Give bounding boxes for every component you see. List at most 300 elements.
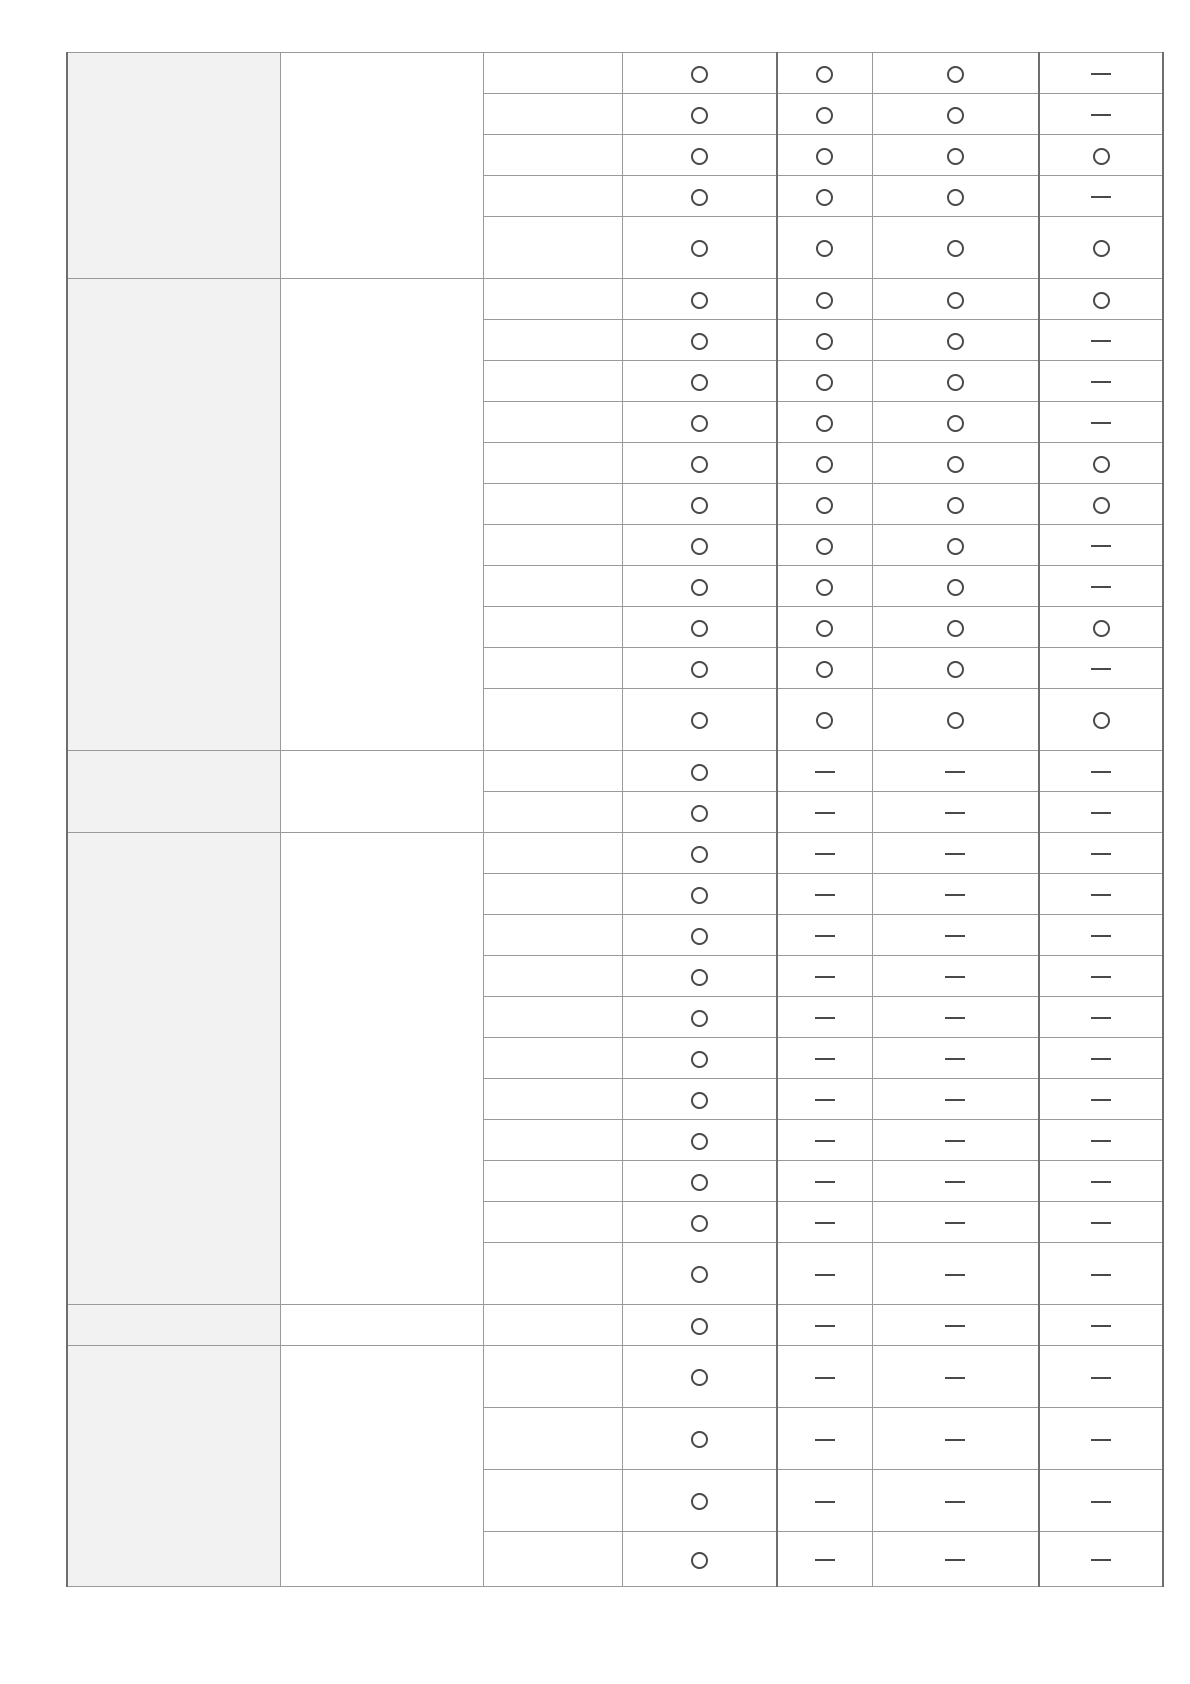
support-cell [777,484,872,525]
category-cell [67,751,280,833]
not-supported-dash-icon [1091,586,1111,588]
support-cell [1039,443,1163,484]
not-supported-dash-icon [945,853,965,855]
not-supported-dash-icon [945,1099,965,1101]
table-row [67,833,1163,874]
support-cell [622,874,777,915]
not-supported-dash-icon [945,771,965,773]
support-cell [872,1470,1039,1532]
support-cell [872,443,1039,484]
support-cell [622,1038,777,1079]
item-label-cell [483,1161,622,1202]
support-cell [1039,915,1163,956]
support-cell [872,874,1039,915]
supported-circle-icon [1093,620,1110,637]
supported-circle-icon [691,969,708,986]
item-label-cell [483,689,622,751]
support-cell [1039,751,1163,792]
subcategory-cell [280,1346,483,1587]
support-cell [1039,1532,1163,1587]
supported-circle-icon [947,620,964,637]
supported-circle-icon [691,1431,708,1448]
support-cell [622,94,777,135]
feature-support-table [66,52,1164,1587]
item-label-cell [483,1243,622,1305]
item-label-cell [483,1532,622,1587]
support-cell [1039,792,1163,833]
supported-circle-icon [691,887,708,904]
support-cell [777,279,872,320]
support-cell [777,792,872,833]
not-supported-dash-icon [945,1274,965,1276]
not-supported-dash-icon [815,1140,835,1142]
not-supported-dash-icon [1091,935,1111,937]
item-label-cell [483,1470,622,1532]
not-supported-dash-icon [815,1274,835,1276]
support-cell [1039,648,1163,689]
not-supported-dash-icon [815,1058,835,1060]
support-cell [872,997,1039,1038]
item-label-cell [483,1120,622,1161]
not-supported-dash-icon [945,1377,965,1379]
support-cell [622,1305,777,1346]
table-row [67,53,1163,94]
item-label-cell [483,484,622,525]
support-cell [622,484,777,525]
not-supported-dash-icon [815,1222,835,1224]
not-supported-dash-icon [1091,1559,1111,1561]
supported-circle-icon [691,240,708,257]
item-label-cell [483,648,622,689]
not-supported-dash-icon [1091,381,1111,383]
table-row [67,1305,1163,1346]
item-label-cell [483,956,622,997]
support-cell [622,361,777,402]
support-cell [622,792,777,833]
support-cell [1039,1120,1163,1161]
supported-circle-icon [816,240,833,257]
support-cell [622,176,777,217]
supported-circle-icon [691,620,708,637]
support-cell [622,1470,777,1532]
supported-circle-icon [691,538,708,555]
not-supported-dash-icon [1091,853,1111,855]
support-cell [1039,1202,1163,1243]
not-supported-dash-icon [945,1017,965,1019]
support-cell [1039,1408,1163,1470]
support-cell [622,279,777,320]
supported-circle-icon [691,928,708,945]
not-supported-dash-icon [1091,771,1111,773]
support-cell [777,915,872,956]
supported-circle-icon [947,579,964,596]
not-supported-dash-icon [815,1325,835,1327]
supported-circle-icon [816,538,833,555]
support-cell [777,833,872,874]
not-supported-dash-icon [815,1501,835,1503]
not-supported-dash-icon [1091,196,1111,198]
not-supported-dash-icon [1091,545,1111,547]
support-cell [872,792,1039,833]
not-supported-dash-icon [1091,1274,1111,1276]
item-label-cell [483,217,622,279]
supported-circle-icon [691,333,708,350]
supported-circle-icon [947,107,964,124]
supported-circle-icon [691,579,708,596]
support-cell [622,1079,777,1120]
support-cell [622,135,777,176]
supported-circle-icon [691,1051,708,1068]
item-label-cell [483,997,622,1038]
item-label-cell [483,320,622,361]
supported-circle-icon [816,620,833,637]
support-cell [777,1408,872,1470]
supported-circle-icon [691,1092,708,1109]
support-cell [872,484,1039,525]
supported-circle-icon [691,1215,708,1232]
support-cell [777,135,872,176]
supported-circle-icon [947,456,964,473]
support-cell [872,915,1039,956]
support-cell [777,1120,872,1161]
supported-circle-icon [691,1174,708,1191]
support-cell [1039,484,1163,525]
support-cell [872,361,1039,402]
support-cell [777,53,872,94]
item-label-cell [483,135,622,176]
support-cell [1039,135,1163,176]
supported-circle-icon [816,189,833,206]
table-row [67,279,1163,320]
support-cell [872,1532,1039,1587]
item-label-cell [483,443,622,484]
support-cell [622,1161,777,1202]
supported-circle-icon [1093,292,1110,309]
support-cell [622,1532,777,1587]
item-label-cell [483,915,622,956]
not-supported-dash-icon [815,1377,835,1379]
table-body [67,53,1163,1587]
support-cell [1039,525,1163,566]
support-cell [777,874,872,915]
support-cell [1039,176,1163,217]
not-supported-dash-icon [945,1181,965,1183]
supported-circle-icon [947,538,964,555]
support-cell [1039,1346,1163,1408]
support-cell [1039,689,1163,751]
not-supported-dash-icon [1091,1017,1111,1019]
supported-circle-icon [947,497,964,514]
support-cell [622,1346,777,1408]
supported-circle-icon [691,189,708,206]
item-label-cell [483,361,622,402]
not-supported-dash-icon [815,1017,835,1019]
support-cell [777,1470,872,1532]
not-supported-dash-icon [945,1058,965,1060]
support-cell [777,443,872,484]
support-cell [622,1202,777,1243]
supported-circle-icon [691,1493,708,1510]
category-cell [67,53,280,279]
not-supported-dash-icon [945,935,965,937]
category-cell [67,833,280,1305]
not-supported-dash-icon [815,771,835,773]
item-label-cell [483,279,622,320]
support-cell [1039,1038,1163,1079]
support-cell [777,997,872,1038]
item-label-cell [483,1305,622,1346]
supported-circle-icon [816,292,833,309]
support-cell [1039,874,1163,915]
not-supported-dash-icon [815,812,835,814]
support-cell [622,53,777,94]
support-cell [622,689,777,751]
supported-circle-icon [691,846,708,863]
supported-circle-icon [1093,148,1110,165]
not-supported-dash-icon [945,1439,965,1441]
support-cell [622,607,777,648]
support-cell [777,176,872,217]
not-supported-dash-icon [1091,73,1111,75]
supported-circle-icon [947,415,964,432]
not-supported-dash-icon [1091,1439,1111,1441]
not-supported-dash-icon [945,1140,965,1142]
item-label-cell [483,53,622,94]
item-label-cell [483,1202,622,1243]
supported-circle-icon [947,292,964,309]
not-supported-dash-icon [1091,1140,1111,1142]
support-cell [777,689,872,751]
support-cell [1039,1161,1163,1202]
not-supported-dash-icon [815,1099,835,1101]
supported-circle-icon [816,497,833,514]
not-supported-dash-icon [815,976,835,978]
supported-circle-icon [691,107,708,124]
support-cell [777,320,872,361]
supported-circle-icon [691,66,708,83]
not-supported-dash-icon [815,1559,835,1561]
not-supported-dash-icon [1091,1222,1111,1224]
category-cell [67,279,280,751]
not-supported-dash-icon [1091,894,1111,896]
support-cell [872,320,1039,361]
not-supported-dash-icon [1091,1099,1111,1101]
supported-circle-icon [816,66,833,83]
not-supported-dash-icon [1091,1501,1111,1503]
support-cell [1039,94,1163,135]
not-supported-dash-icon [945,1325,965,1327]
support-cell [1039,997,1163,1038]
support-cell [1039,320,1163,361]
supported-circle-icon [691,1133,708,1150]
item-label-cell [483,94,622,135]
subcategory-cell [280,1305,483,1346]
supported-circle-icon [816,579,833,596]
support-cell [872,956,1039,997]
supported-circle-icon [947,66,964,83]
supported-circle-icon [816,415,833,432]
supported-circle-icon [691,764,708,781]
support-cell [1039,1305,1163,1346]
support-cell [777,607,872,648]
support-cell [872,607,1039,648]
support-cell [872,217,1039,279]
support-cell [622,566,777,607]
support-cell [777,1038,872,1079]
support-cell [622,1120,777,1161]
support-cell [777,1346,872,1408]
supported-circle-icon [947,661,964,678]
support-cell [1039,833,1163,874]
support-cell [622,217,777,279]
supported-circle-icon [816,374,833,391]
support-cell [622,648,777,689]
not-supported-dash-icon [945,812,965,814]
support-cell [777,956,872,997]
supported-circle-icon [947,148,964,165]
support-cell [872,135,1039,176]
item-label-cell [483,792,622,833]
not-supported-dash-icon [815,894,835,896]
support-cell [872,1038,1039,1079]
supported-circle-icon [691,661,708,678]
supported-circle-icon [691,497,708,514]
support-cell [872,176,1039,217]
subcategory-cell [280,751,483,833]
support-cell [622,833,777,874]
support-cell [872,525,1039,566]
item-label-cell [483,607,622,648]
supported-circle-icon [816,661,833,678]
support-cell [622,320,777,361]
support-cell [872,53,1039,94]
table-row [67,1346,1163,1408]
supported-circle-icon [947,333,964,350]
supported-circle-icon [947,189,964,206]
item-label-cell [483,176,622,217]
support-cell [1039,607,1163,648]
supported-circle-icon [947,374,964,391]
not-supported-dash-icon [1091,1325,1111,1327]
table-row [67,751,1163,792]
support-cell [622,997,777,1038]
support-cell [622,525,777,566]
support-cell [872,648,1039,689]
support-cell [622,443,777,484]
item-label-cell [483,1038,622,1079]
support-cell [777,1532,872,1587]
item-label-cell [483,566,622,607]
support-cell [872,751,1039,792]
supported-circle-icon [1093,712,1110,729]
not-supported-dash-icon [945,1559,965,1561]
not-supported-dash-icon [1091,422,1111,424]
not-supported-dash-icon [1091,114,1111,116]
not-supported-dash-icon [815,935,835,937]
not-supported-dash-icon [1091,812,1111,814]
supported-circle-icon [816,107,833,124]
support-cell [1039,279,1163,320]
support-cell [777,94,872,135]
support-cell [1039,402,1163,443]
supported-circle-icon [1093,456,1110,473]
support-cell [1039,1470,1163,1532]
support-cell [872,689,1039,751]
support-cell [622,402,777,443]
support-cell [777,1243,872,1305]
supported-circle-icon [691,148,708,165]
supported-circle-icon [947,240,964,257]
item-label-cell [483,874,622,915]
support-cell [777,566,872,607]
subcategory-cell [280,833,483,1305]
support-cell [622,915,777,956]
category-cell [67,1346,280,1587]
support-cell [1039,1079,1163,1120]
not-supported-dash-icon [815,1181,835,1183]
supported-circle-icon [816,456,833,473]
support-cell [872,279,1039,320]
support-cell [622,1243,777,1305]
item-label-cell [483,751,622,792]
supported-circle-icon [691,712,708,729]
supported-circle-icon [691,292,708,309]
support-cell [872,1202,1039,1243]
supported-circle-icon [691,805,708,822]
support-cell [622,956,777,997]
supported-circle-icon [691,374,708,391]
not-supported-dash-icon [945,976,965,978]
support-cell [777,402,872,443]
support-cell [622,1408,777,1470]
category-cell [67,1305,280,1346]
support-cell [1039,361,1163,402]
supported-circle-icon [691,1369,708,1386]
supported-circle-icon [816,712,833,729]
supported-circle-icon [691,456,708,473]
support-cell [872,1120,1039,1161]
support-cell [777,648,872,689]
supported-circle-icon [691,1552,708,1569]
not-supported-dash-icon [815,1439,835,1441]
support-cell [872,1305,1039,1346]
not-supported-dash-icon [1091,976,1111,978]
support-cell [777,1079,872,1120]
supported-circle-icon [691,1010,708,1027]
support-cell [1039,956,1163,997]
support-cell [1039,217,1163,279]
subcategory-cell [280,53,483,279]
item-label-cell [483,1408,622,1470]
support-cell [777,1305,872,1346]
item-label-cell [483,833,622,874]
not-supported-dash-icon [1091,1058,1111,1060]
not-supported-dash-icon [1091,1377,1111,1379]
item-label-cell [483,1346,622,1408]
support-cell [872,1079,1039,1120]
not-supported-dash-icon [1091,668,1111,670]
support-cell [777,525,872,566]
support-cell [872,1243,1039,1305]
not-supported-dash-icon [945,894,965,896]
support-cell [872,1346,1039,1408]
support-cell [872,94,1039,135]
support-cell [872,566,1039,607]
not-supported-dash-icon [1091,1181,1111,1183]
support-cell [1039,566,1163,607]
subcategory-cell [280,279,483,751]
supported-circle-icon [691,1318,708,1335]
